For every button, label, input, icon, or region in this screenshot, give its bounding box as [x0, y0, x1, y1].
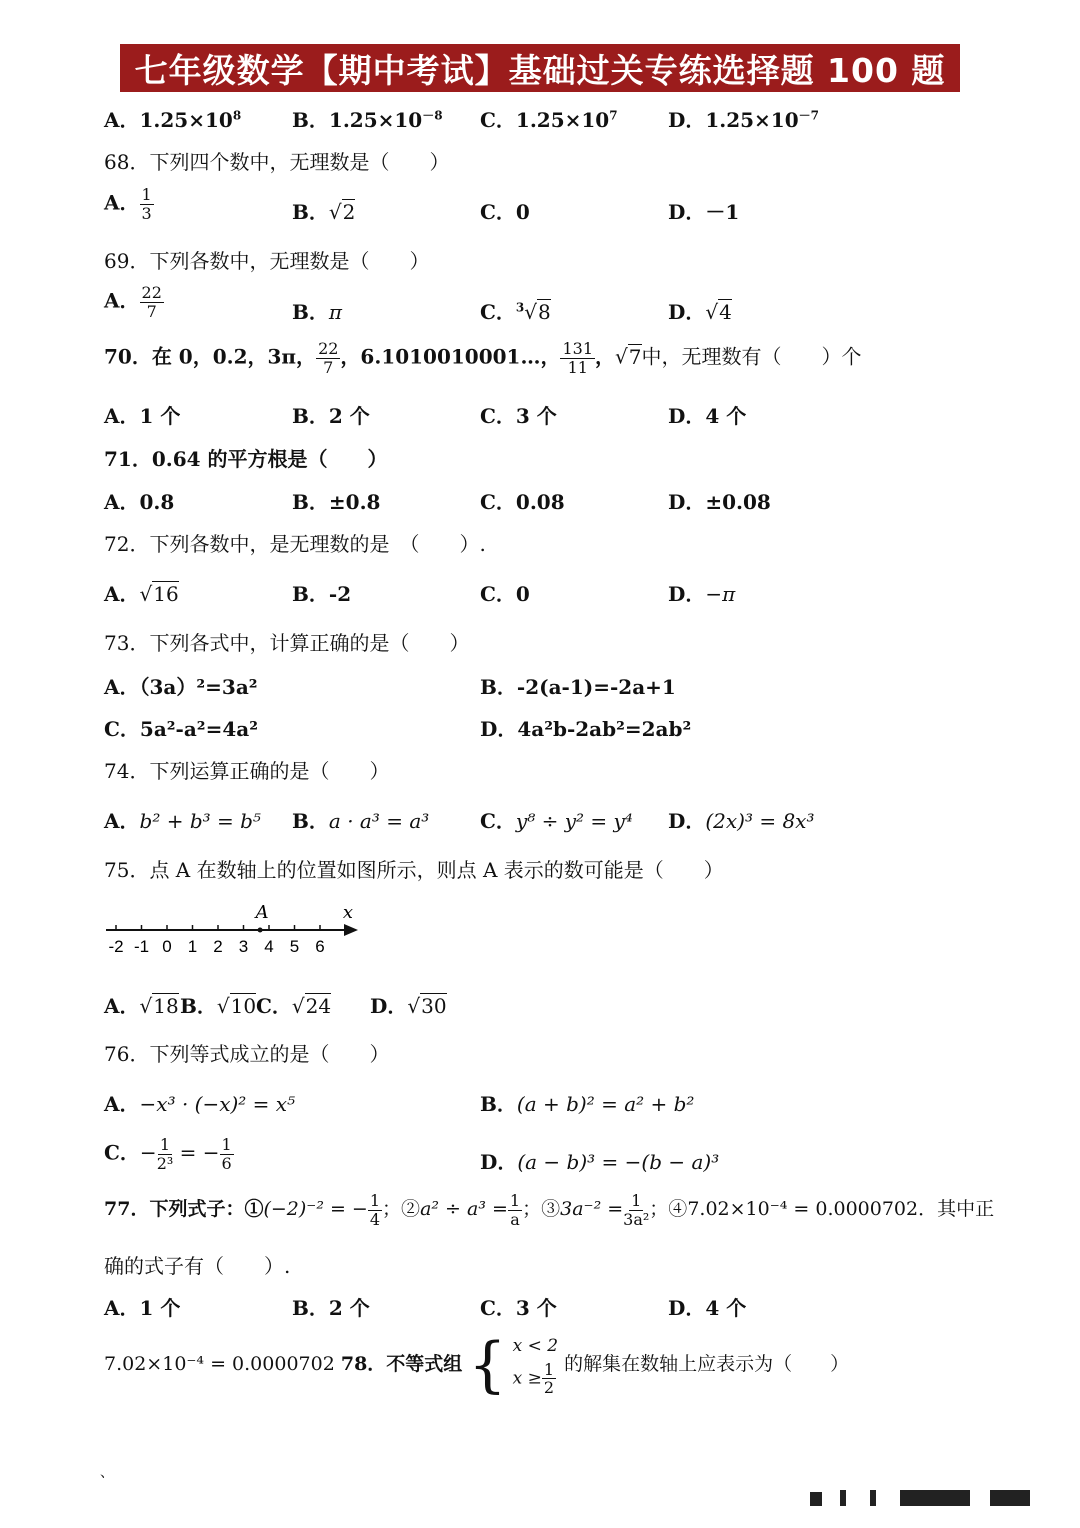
q73-option-c: C．5a²-a²=4a²: [104, 717, 258, 741]
q67-option-b-exp: －8: [422, 108, 443, 123]
axis-tick-label: 5: [289, 937, 300, 956]
q70-stem-part-a: 70．在 0，0.2，3π，: [104, 344, 317, 369]
q73-option-d: D．4a²b-2ab²=2ab²: [480, 717, 692, 741]
q75-a-radicand: 18: [153, 994, 179, 1018]
q76-c-mid: = −: [173, 1140, 220, 1165]
q78-system: [513, 1333, 558, 1396]
q78-c2-den: 2: [543, 1378, 555, 1398]
q72-option-d: [668, 578, 735, 607]
axis-tick-label: 6: [315, 937, 325, 956]
q69-a-denominator: 7: [146, 301, 157, 321]
q76-option-c-label: C．: [104, 1140, 140, 1165]
q74-option-d-label: D．: [668, 809, 706, 833]
q75-option-d-sqrt: √30: [407, 994, 447, 1018]
q70-option-a: A．1 个: [104, 404, 181, 428]
q67-option-c: [480, 104, 618, 133]
q77-option-a: A．1 个: [104, 1296, 181, 1320]
q75-option-a-label: A．: [104, 994, 140, 1018]
q74-option-b: [292, 805, 429, 834]
q77-stem-part-b: ．其中正: [918, 1198, 995, 1221]
q67-option-d-text: D．1.25×10: [668, 108, 799, 132]
q78-stem-part-a: 78．不等式组: [340, 1353, 463, 1375]
q74-option-c: [480, 805, 633, 834]
point-a-label: A: [255, 902, 269, 923]
page-title-banner: 七年级数学【期中考试】基础过关专练选择题 100 题: [120, 44, 960, 92]
q76-option-d: [480, 1146, 719, 1175]
q77-stem-part-a: 77．下列式子：①: [104, 1198, 264, 1221]
q69-option-a-label: A．: [104, 288, 140, 313]
q68-stem: 68．下列四个数中，无理数是（ ）: [104, 150, 450, 174]
bottom-toolbar-strip: [810, 1488, 1050, 1508]
q69-option-a-fraction: [140, 284, 164, 320]
q78-stem: [104, 1330, 849, 1400]
point-a-marker: [258, 928, 263, 933]
q73-stem: 73．下列各式中，计算正确的是（ ）: [104, 631, 470, 655]
q72-option-a: [104, 578, 179, 607]
q70-fraction-2: [560, 340, 595, 376]
q77-option-d: D．4 个: [668, 1296, 747, 1320]
q77-sep-2: ；③: [522, 1198, 561, 1221]
q69-option-b-label: B．: [292, 300, 329, 324]
q77-e2-num: 1: [509, 1191, 521, 1210]
toolbar-glyph-4: [900, 1490, 970, 1506]
q69-option-b: [292, 296, 342, 325]
q76-c-fraction-1: [157, 1136, 174, 1172]
q76-c-fraction-2: [220, 1136, 234, 1172]
q75-option-c: [256, 990, 331, 1019]
q75-c-radicand: 24: [305, 994, 332, 1018]
q77-expr-3-fraction: [623, 1192, 649, 1228]
q75-number-line: [106, 898, 366, 960]
footer-mark: 、: [100, 1465, 114, 1481]
q75-b-radicand: 10: [230, 994, 257, 1018]
q76-c-sign: −: [139, 1140, 157, 1165]
q70-stem-part-d: 中，无理数有（ ）个: [641, 344, 862, 369]
q77-e1-num: 1: [369, 1191, 381, 1210]
q67-option-c-text: C．1.25×10: [480, 108, 610, 132]
q74-d-expr: (2x)³ = 8x³: [705, 809, 815, 833]
q76-c-frac2-den: 6: [221, 1153, 232, 1173]
q68-option-b: [292, 196, 355, 225]
q70-sqrt-radicand: 7: [628, 344, 642, 369]
q70-frac2-denominator: 11: [567, 357, 588, 377]
axis-tick-label: -2: [108, 937, 124, 956]
axis-arrow: [344, 924, 358, 936]
q77-expr-1: (−2)⁻² = −: [263, 1198, 368, 1221]
q74-option-a: [104, 805, 261, 834]
toolbar-glyph-2: [840, 1490, 846, 1506]
q75-option-b: [180, 990, 256, 1019]
q77-e2-den: a: [510, 1209, 520, 1229]
q69-option-c-cbrt: √8: [524, 300, 551, 324]
q78-prefix-expr: 7.02×10⁻⁴ = 0.0000702: [104, 1353, 335, 1375]
q77-expr-2: a² ÷ a³ =: [420, 1198, 508, 1221]
q69-d-radicand: 4: [719, 300, 732, 324]
q69-b-value: π: [328, 300, 343, 324]
q75-option-c-label: C．: [256, 994, 292, 1018]
q77-expr-2-fraction: [508, 1192, 522, 1228]
q77-e1-den: 4: [369, 1209, 381, 1229]
q69-option-d-label: D．: [668, 300, 706, 324]
q75-option-b-label: B．: [180, 994, 217, 1018]
toolbar-glyph-3: [870, 1490, 876, 1506]
q74-b-expr: a · a³ = a³: [328, 809, 430, 833]
q76-option-a-label: A．: [104, 1092, 140, 1116]
q77-option-c: C．3 个: [480, 1296, 557, 1320]
q69-option-c: [480, 296, 551, 325]
q75-option-b-sqrt: √10: [216, 994, 257, 1018]
q73-option-a: A．（3a）²=3a²: [104, 675, 258, 699]
q77-option-b: B．2 个: [292, 1296, 370, 1320]
q76-d-expr: (a − b)³ = −(b − a)³: [517, 1150, 720, 1174]
q72-d-value: −π: [705, 582, 736, 606]
q70-frac1-numerator: 22: [318, 339, 339, 358]
q67-option-b: [292, 104, 443, 133]
q70-fraction-1: [316, 340, 340, 376]
q73-option-b: B．-2(a-1)=-2a+1: [480, 675, 676, 699]
q72-option-a-label: A．: [104, 582, 140, 606]
q69-a-numerator: 22: [141, 283, 162, 302]
q76-c-frac1-den: 2³: [156, 1153, 174, 1173]
q74-option-c-label: C．: [480, 809, 516, 833]
q70-stem-part-b: ，6.1010010001…，: [340, 344, 561, 369]
q78-condition-1: x < 2: [512, 1336, 559, 1357]
axis-tick-label: 3: [238, 937, 249, 956]
q76-option-d-label: D．: [480, 1150, 518, 1174]
q76-stem: 76．下列等式成立的是（ ）: [104, 1042, 390, 1066]
q76-b-expr: (a + b)² = a² + b²: [516, 1092, 695, 1116]
q76-option-a: [104, 1088, 295, 1117]
q78-stem-part-b: 的解集在数轴上应表示为（ ）: [564, 1353, 850, 1375]
q68-a-denominator: 3: [141, 203, 152, 223]
axis-tick-label: 0: [162, 937, 172, 956]
q68-option-c: C．0: [480, 200, 530, 224]
q71-option-b: B．±0.8: [292, 490, 381, 514]
q75-option-d-label: D．: [370, 994, 408, 1018]
q68-option-a: [104, 186, 154, 222]
q74-option-d: [668, 805, 814, 834]
q78-brace: {: [468, 1330, 507, 1400]
q72-option-c: C．0: [480, 582, 530, 606]
q69-c-root-index: 3: [515, 300, 525, 315]
q67-option-a: [104, 104, 241, 133]
q67-option-c-exp: 7: [609, 108, 618, 123]
q76-c-frac2-num: 1: [221, 1135, 232, 1154]
axis-tick-label: -1: [133, 937, 150, 956]
q67-option-d: [668, 104, 819, 133]
q67-option-b-text: B．1.25×10: [292, 108, 423, 132]
axis-tick-label: 4: [264, 937, 274, 956]
q72-option-a-sqrt: √16: [139, 582, 179, 606]
toolbar-glyph-5: [990, 1490, 1030, 1506]
q77-stem-continued: 确的式子有（ ）.: [104, 1254, 291, 1278]
q68-option-b-label: B．: [292, 200, 329, 224]
q76-a-expr: −x³ · (−x)² = x⁵: [139, 1092, 296, 1116]
q72-stem: 72．下列各数中，是无理数的是 （ ）.: [104, 532, 486, 556]
q68-option-b-sqrt: √2: [328, 200, 356, 224]
q72-option-b: B．-2: [292, 582, 352, 606]
q70-frac2-numerator: 131: [562, 339, 594, 358]
q69-option-d-sqrt: √4: [705, 300, 732, 324]
q77-e3-num: 1: [631, 1191, 642, 1210]
q77-expr-4: 7.02×10⁻⁴ = 0.0000702: [687, 1198, 919, 1221]
q74-option-a-label: A．: [104, 809, 140, 833]
q75-option-c-sqrt: √24: [291, 994, 332, 1018]
q71-option-d: D．±0.08: [668, 490, 771, 514]
q70-option-d: D．4 个: [668, 404, 747, 428]
q77-expr-3: 3a⁻² =: [560, 1198, 624, 1221]
q77-sep-1: ；②: [382, 1198, 421, 1221]
q67-option-a-text: A．1.25×10: [104, 108, 233, 132]
q72-option-d-label: D．: [668, 582, 706, 606]
q69-option-d: [668, 296, 732, 325]
q67-option-d-exp: －7: [798, 108, 820, 123]
q74-a-expr: b² + b³ = b⁵: [139, 809, 261, 833]
q68-b-radicand: 2: [342, 200, 356, 224]
q69-option-a: [104, 284, 164, 320]
q71-option-c: C．0.08: [480, 490, 565, 514]
axis-x-label: x: [342, 902, 354, 923]
q69-c-radicand: 8: [538, 300, 551, 324]
q70-option-b: B．2 个: [292, 404, 370, 428]
q75-option-a: [104, 990, 179, 1019]
q70-stem: [104, 340, 862, 376]
q69-stem: 69．下列各数中，无理数是（ ）: [104, 249, 430, 273]
q71-option-a: A．0.8: [104, 490, 175, 514]
q78-c2-num: 1: [543, 1359, 555, 1379]
q68-option-d: D．－1: [668, 200, 740, 224]
q77-expr-1-fraction: [368, 1192, 382, 1228]
axis-tick-label: 1: [187, 937, 198, 956]
q70-option-c: C．3 个: [480, 404, 557, 428]
q70-stem-part-c: ，: [595, 344, 616, 369]
q76-c-frac1-num: 1: [159, 1135, 171, 1154]
q78-condition-2-fraction: [542, 1361, 556, 1397]
q78-condition-2-text: x ≥: [512, 1368, 542, 1389]
q75-option-a-sqrt: √18: [139, 994, 179, 1018]
q70-frac1-denominator: 7: [323, 357, 334, 377]
q74-option-b-label: B．: [292, 809, 329, 833]
q71-stem: 71．0.64 的平方根是（ ）: [104, 447, 388, 471]
q70-sqrt: √7: [615, 344, 642, 369]
q72-a-radicand: 16: [153, 582, 179, 606]
q68-a-numerator: 1: [141, 185, 152, 204]
q75-stem: 75．点 A 在数轴上的位置如图所示，则点 A 表示的数可能是（ ）: [104, 858, 724, 882]
toolbar-glyph-1: [810, 1492, 822, 1506]
q67-option-a-exp: 8: [232, 108, 242, 123]
q77-stem: [104, 1192, 994, 1228]
q76-option-b-label: B．: [480, 1092, 517, 1116]
q78-condition-2: [513, 1361, 558, 1397]
axis-tick-label: 2: [213, 937, 223, 956]
q69-option-c-label: C．: [480, 300, 516, 324]
q75-option-d: [370, 990, 447, 1019]
q76-option-b: [480, 1088, 694, 1117]
q77-e3-den: 3a²: [623, 1209, 650, 1229]
q74-stem: 74．下列运算正确的是（ ）: [104, 759, 390, 783]
q68-option-a-fraction: [140, 186, 154, 222]
q68-option-a-label: A．: [104, 190, 140, 215]
q77-sep-3: ；④: [649, 1198, 688, 1221]
q74-c-expr: y⁸ ÷ y² = y⁴: [515, 809, 633, 833]
q76-option-c: [104, 1136, 234, 1172]
q75-d-radicand: 30: [421, 994, 447, 1018]
